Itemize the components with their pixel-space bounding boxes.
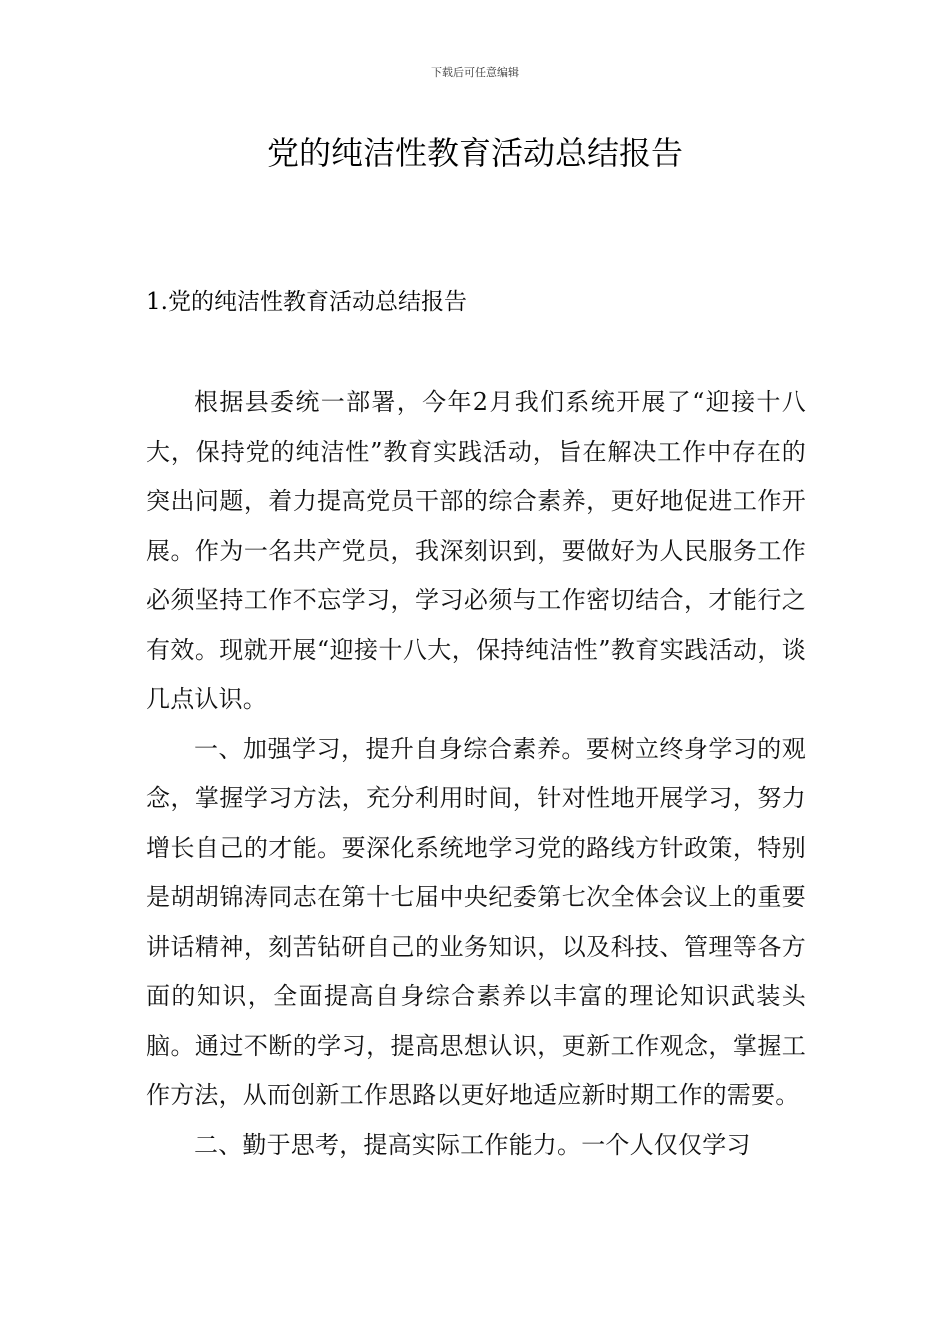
paragraph-intro: 根据县委统一部署，今年2月我们系统开展了“迎接十八大，保持党的纯洁性”教育实践活动，旨在解决工作中存在的突出问题，着力提高党员干部的综合素养，更好地促进工作开展。作为一名共产党员，我深刻识到，要做好为人民服务工作必须坚持工作不忘学习，学习必须与工作密切结合，才能行之有效。现就开展“迎接十八大，保持纯洁性”教育实践活动，谈几点认识。: [146, 388, 806, 713]
document-title: 党的纯洁性教育活动总结报告: [266, 134, 683, 172]
paragraph-point-two: 二、勤于思考，提高实际工作能力。一个人仅仅学习: [194, 1130, 751, 1159]
paragraph-point-one: 一、加强学习，提升自身综合素养。要树立终身学习的观念，掌握学习方法，充分利用时间，针对性地开展学习，努力增长自己的才能。要深化系统地学习党的路线方针政策，特别是胡胡锦涛同志在第十七届中央纪委第七次全体会议上的重要讲话精神，刻苦钻研自己的业务知识，以及科技、管理等各方面的知识，全面提高自身综合素养以丰富的理论知识武装头脑。通过不断的学习，提高思想认识，更新工作观念，掌握工作方法，从而创新工作思路以更好地适应新时期工作的需要。: [146, 734, 806, 1109]
section-heading: 1.党的纯洁性教育活动总结报告: [146, 289, 467, 315]
document-body: [146, 378, 806, 1170]
header-note: 下载后可任意编辑: [431, 66, 519, 79]
